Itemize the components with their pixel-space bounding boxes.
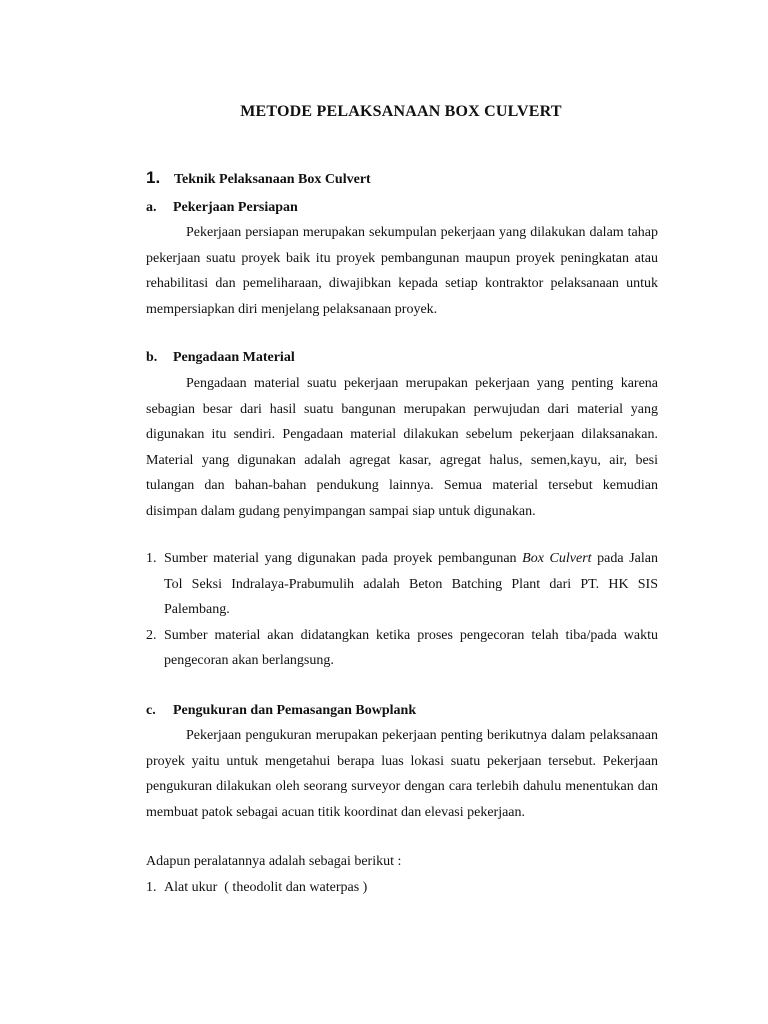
list-item-text: Alat ukur ( theodolit dan waterpas ) — [164, 880, 368, 895]
list-item — [146, 546, 658, 623]
section-heading-text: Teknik Pelaksanaan Box Culvert — [174, 172, 371, 187]
subsection-letter: b. — [146, 350, 158, 365]
equipment-intro: Adapun peralatannya adalah sebagai berikut : — [146, 854, 402, 869]
list-marker: 2. — [146, 627, 157, 643]
material-source-list — [146, 546, 658, 674]
list-text-part: Sumber material yang digunakan pada proyek pembangunan — [164, 551, 523, 566]
section-number: 1. — [146, 168, 161, 187]
list-text-part: pada Jalan Tol Seksi Indralaya-Prabumulih adalah Beton Batching Plant dari PT. HK SIS Palembang. — [164, 551, 658, 617]
list-item-text — [164, 546, 658, 623]
subsection-a-paragraph: Pekerjaan persiapan merupakan sekumpulan pekerjaan yang dilakukan dalam tahap pekerjaan suatu proyek baik itu proyek pembangunan maupun proyek peningkatan atau rehabilitasi dan pemeliharaan, diwajibkan kepada setiap kontraktor pelaksanaan untuk mempersiapkan diri menjelang pelaksanaan proyek. — [146, 225, 658, 317]
subsection-heading-text: Pekerjaan Persiapan — [173, 200, 298, 215]
subsection-b-paragraph: Pengadaan material suatu pekerjaan merupakan pekerjaan yang penting karena sebagian besar dari hasil suatu bangunan merupakan perwujudan dari material yang digunakan itu sendiri. Pengadaan material dilakukan sebelum pekerjaan dilaksanakan. Material yang digunakan adalah agregat kasar, agregat halus, semen,kayu, air, besi tulangan dan bahan-bahan pendukung lainnya. Semua material tersebut kemudian disimpan dalam gudang penyimpangan sampai siap untuk digunakan. — [146, 376, 658, 519]
list-item — [146, 875, 658, 901]
subsection-heading-text: Pengadaan Material — [173, 350, 295, 365]
subsection-heading-text: Pengukuran dan Pemasangan Bowplank — [173, 703, 417, 718]
subsection-letter: c. — [146, 703, 156, 718]
list-item — [146, 623, 658, 674]
subsection-c-paragraph: Pekerjaan pengukuran merupakan pekerjaan penting berikutnya dalam pelaksanaan proyek yaitu untuk mengetahui berapa luas lokasi suatu pekerjaan tersebut. Pekerjaan pengukuran dilakukan oleh seorang surveyor dengan cara terlebih dahulu menentukan dan membuat patok sebagai acuan titik koordinat dan elevasi pekerjaan. — [146, 728, 658, 820]
subsection-b-heading — [146, 350, 295, 366]
section-1-heading — [146, 168, 371, 188]
list-marker: 1. — [146, 880, 157, 895]
subsection-c-heading — [146, 703, 416, 719]
equipment-list — [146, 875, 658, 901]
list-marker: 1. — [146, 551, 157, 566]
subsection-a-heading — [146, 200, 298, 216]
list-text-italic: Box Culvert — [522, 551, 592, 566]
subsection-letter: a. — [146, 200, 157, 215]
list-item-text: Sumber material akan didatangkan ketika proses pengecoran telah tiba/pada waktu pengecoran akan berlangsung. — [164, 627, 658, 668]
document-title: METODE PELAKSANAAN BOX CULVERT — [240, 103, 562, 120]
